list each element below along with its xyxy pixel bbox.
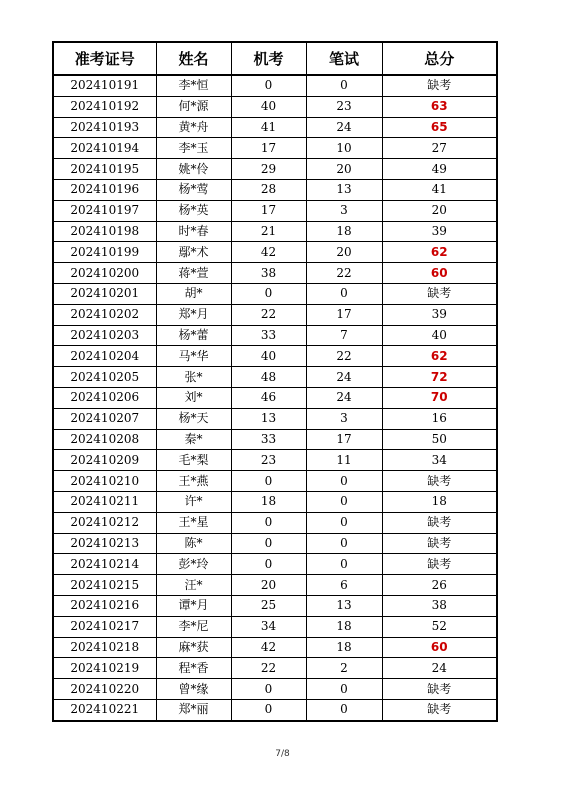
cell-name: 李*恒 [156,75,231,96]
table-row [53,387,497,408]
cell-name: 李*尼 [156,616,231,637]
cell-computer-score: 0 [231,512,306,533]
cell-total-score: 18 [382,491,497,512]
table-header [53,42,497,75]
cell-exam-id: 202410205 [53,367,156,388]
table-row [53,117,497,138]
cell-computer-score: 29 [231,159,306,180]
cell-exam-id: 202410197 [53,200,156,221]
cell-written-score: 0 [306,512,382,533]
cell-written-score: 20 [306,242,382,263]
cell-exam-id: 202410218 [53,637,156,658]
cell-computer-score: 34 [231,616,306,637]
cell-exam-id: 202410215 [53,575,156,596]
cell-total-score: 缺考 [382,471,497,492]
cell-exam-id: 202410204 [53,346,156,367]
cell-name: 马*华 [156,346,231,367]
cell-total-score: 50 [382,429,497,450]
cell-name: 杨*蕾 [156,325,231,346]
header-name: 姓名 [156,42,231,75]
cell-exam-id: 202410209 [53,450,156,471]
cell-name: 黄*舟 [156,117,231,138]
cell-written-score: 0 [306,533,382,554]
cell-computer-score: 0 [231,75,306,96]
cell-written-score: 17 [306,429,382,450]
cell-total-score: 62 [382,242,497,263]
cell-exam-id: 202410200 [53,263,156,284]
cell-name: 许* [156,491,231,512]
cell-exam-id: 202410196 [53,179,156,200]
cell-name: 胡* [156,283,231,304]
cell-exam-id: 202410203 [53,325,156,346]
cell-computer-score: 40 [231,96,306,117]
cell-computer-score: 17 [231,138,306,159]
cell-total-score: 缺考 [382,283,497,304]
cell-total-score: 缺考 [382,512,497,533]
header-exam-id: 准考证号 [53,42,156,75]
cell-name: 陈* [156,533,231,554]
cell-computer-score: 22 [231,658,306,679]
cell-total-score: 27 [382,138,497,159]
cell-name: 杨*莺 [156,179,231,200]
table-row [53,616,497,637]
header-written-score: 笔试 [306,42,382,75]
score-table [52,41,498,722]
header-total-score: 总分 [382,42,497,75]
cell-written-score: 3 [306,408,382,429]
cell-name: 李*玉 [156,138,231,159]
cell-written-score: 0 [306,283,382,304]
cell-exam-id: 202410217 [53,616,156,637]
cell-written-score: 17 [306,304,382,325]
cell-computer-score: 18 [231,491,306,512]
cell-total-score: 70 [382,387,497,408]
cell-computer-score: 46 [231,387,306,408]
cell-written-score: 24 [306,117,382,138]
cell-computer-score: 40 [231,346,306,367]
cell-computer-score: 0 [231,533,306,554]
cell-name: 秦* [156,429,231,450]
cell-written-score: 24 [306,367,382,388]
cell-computer-score: 42 [231,242,306,263]
cell-total-score: 缺考 [382,554,497,575]
cell-total-score: 缺考 [382,75,497,96]
cell-exam-id: 202410216 [53,595,156,616]
cell-total-score: 缺考 [382,533,497,554]
cell-name: 杨*天 [156,408,231,429]
cell-total-score: 40 [382,325,497,346]
cell-total-score: 缺考 [382,679,497,700]
cell-computer-score: 0 [231,554,306,575]
header-computer-score: 机考 [231,42,306,75]
cell-exam-id: 202410210 [53,471,156,492]
cell-name: 鄢*术 [156,242,231,263]
cell-name: 时*春 [156,221,231,242]
table-row [53,263,497,284]
cell-total-score: 60 [382,637,497,658]
cell-computer-score: 0 [231,699,306,720]
cell-total-score: 65 [382,117,497,138]
cell-written-score: 2 [306,658,382,679]
cell-name: 何*源 [156,96,231,117]
cell-exam-id: 202410201 [53,283,156,304]
cell-written-score: 24 [306,387,382,408]
cell-exam-id: 202410206 [53,387,156,408]
cell-exam-id: 202410198 [53,221,156,242]
table-row [53,75,497,96]
table-row [53,512,497,533]
cell-total-score: 41 [382,179,497,200]
cell-exam-id: 202410192 [53,96,156,117]
cell-name: 蒋*萱 [156,263,231,284]
cell-written-score: 0 [306,491,382,512]
cell-name: 程*香 [156,658,231,679]
table-row [53,429,497,450]
cell-total-score: 72 [382,367,497,388]
cell-written-score: 11 [306,450,382,471]
cell-name: 汪* [156,575,231,596]
cell-computer-score: 17 [231,200,306,221]
cell-computer-score: 0 [231,471,306,492]
cell-name: 郑*月 [156,304,231,325]
cell-computer-score: 33 [231,325,306,346]
cell-name: 王*燕 [156,471,231,492]
table-row [53,699,497,720]
table-row [53,658,497,679]
table-row [53,595,497,616]
cell-total-score: 38 [382,595,497,616]
table-row [53,575,497,596]
cell-computer-score: 38 [231,263,306,284]
table-row [53,200,497,221]
cell-exam-id: 202410221 [53,699,156,720]
cell-total-score: 62 [382,346,497,367]
cell-written-score: 0 [306,75,382,96]
cell-exam-id: 202410214 [53,554,156,575]
cell-name: 毛*梨 [156,450,231,471]
cell-computer-score: 0 [231,679,306,700]
cell-written-score: 0 [306,554,382,575]
cell-exam-id: 202410193 [53,117,156,138]
cell-computer-score: 28 [231,179,306,200]
table-row [53,96,497,117]
table-row [53,159,497,180]
cell-written-score: 23 [306,96,382,117]
cell-name: 杨*英 [156,200,231,221]
cell-written-score: 7 [306,325,382,346]
cell-total-score: 26 [382,575,497,596]
cell-name: 谭*月 [156,595,231,616]
table-row [53,637,497,658]
cell-total-score: 39 [382,221,497,242]
table-row [53,179,497,200]
table-row [53,346,497,367]
cell-written-score: 20 [306,159,382,180]
cell-name: 刘* [156,387,231,408]
cell-name: 张* [156,367,231,388]
cell-written-score: 0 [306,679,382,700]
cell-written-score: 10 [306,138,382,159]
cell-exam-id: 202410199 [53,242,156,263]
cell-name: 姚*伶 [156,159,231,180]
cell-exam-id: 202410195 [53,159,156,180]
cell-exam-id: 202410211 [53,491,156,512]
table-row [53,138,497,159]
cell-written-score: 22 [306,346,382,367]
cell-computer-score: 20 [231,575,306,596]
cell-exam-id: 202410194 [53,138,156,159]
header-row [53,42,497,75]
cell-exam-id: 202410202 [53,304,156,325]
cell-written-score: 6 [306,575,382,596]
cell-written-score: 18 [306,221,382,242]
cell-computer-score: 41 [231,117,306,138]
cell-exam-id: 202410207 [53,408,156,429]
table-row [53,408,497,429]
table-row [53,450,497,471]
table-row [53,491,497,512]
cell-exam-id: 202410213 [53,533,156,554]
cell-name: 曾*缘 [156,679,231,700]
cell-exam-id: 202410191 [53,75,156,96]
cell-exam-id: 202410220 [53,679,156,700]
cell-name: 麻*获 [156,637,231,658]
cell-computer-score: 25 [231,595,306,616]
cell-computer-score: 21 [231,221,306,242]
cell-computer-score: 22 [231,304,306,325]
table-row [53,471,497,492]
cell-computer-score: 0 [231,283,306,304]
cell-name: 彭*玲 [156,554,231,575]
cell-total-score: 49 [382,159,497,180]
cell-total-score: 24 [382,658,497,679]
cell-total-score: 52 [382,616,497,637]
table-row [53,304,497,325]
cell-written-score: 18 [306,637,382,658]
cell-written-score: 18 [306,616,382,637]
cell-exam-id: 202410219 [53,658,156,679]
cell-computer-score: 33 [231,429,306,450]
table-row [53,221,497,242]
cell-total-score: 缺考 [382,699,497,720]
cell-written-score: 13 [306,179,382,200]
table-body [53,75,497,721]
cell-name: 王*星 [156,512,231,533]
table-row [53,554,497,575]
cell-computer-score: 48 [231,367,306,388]
table-row [53,367,497,388]
cell-exam-id: 202410208 [53,429,156,450]
cell-total-score: 39 [382,304,497,325]
cell-computer-score: 13 [231,408,306,429]
table-row [53,242,497,263]
table-row [53,283,497,304]
cell-computer-score: 42 [231,637,306,658]
table-row [53,679,497,700]
cell-written-score: 3 [306,200,382,221]
cell-name: 郑*丽 [156,699,231,720]
cell-total-score: 20 [382,200,497,221]
page-number: 7/8 [275,749,290,759]
cell-written-score: 0 [306,699,382,720]
table-row [53,325,497,346]
cell-computer-score: 23 [231,450,306,471]
table-row [53,533,497,554]
cell-written-score: 13 [306,595,382,616]
cell-written-score: 0 [306,471,382,492]
cell-total-score: 63 [382,96,497,117]
cell-total-score: 34 [382,450,497,471]
cell-exam-id: 202410212 [53,512,156,533]
cell-total-score: 16 [382,408,497,429]
cell-total-score: 60 [382,263,497,284]
cell-written-score: 22 [306,263,382,284]
